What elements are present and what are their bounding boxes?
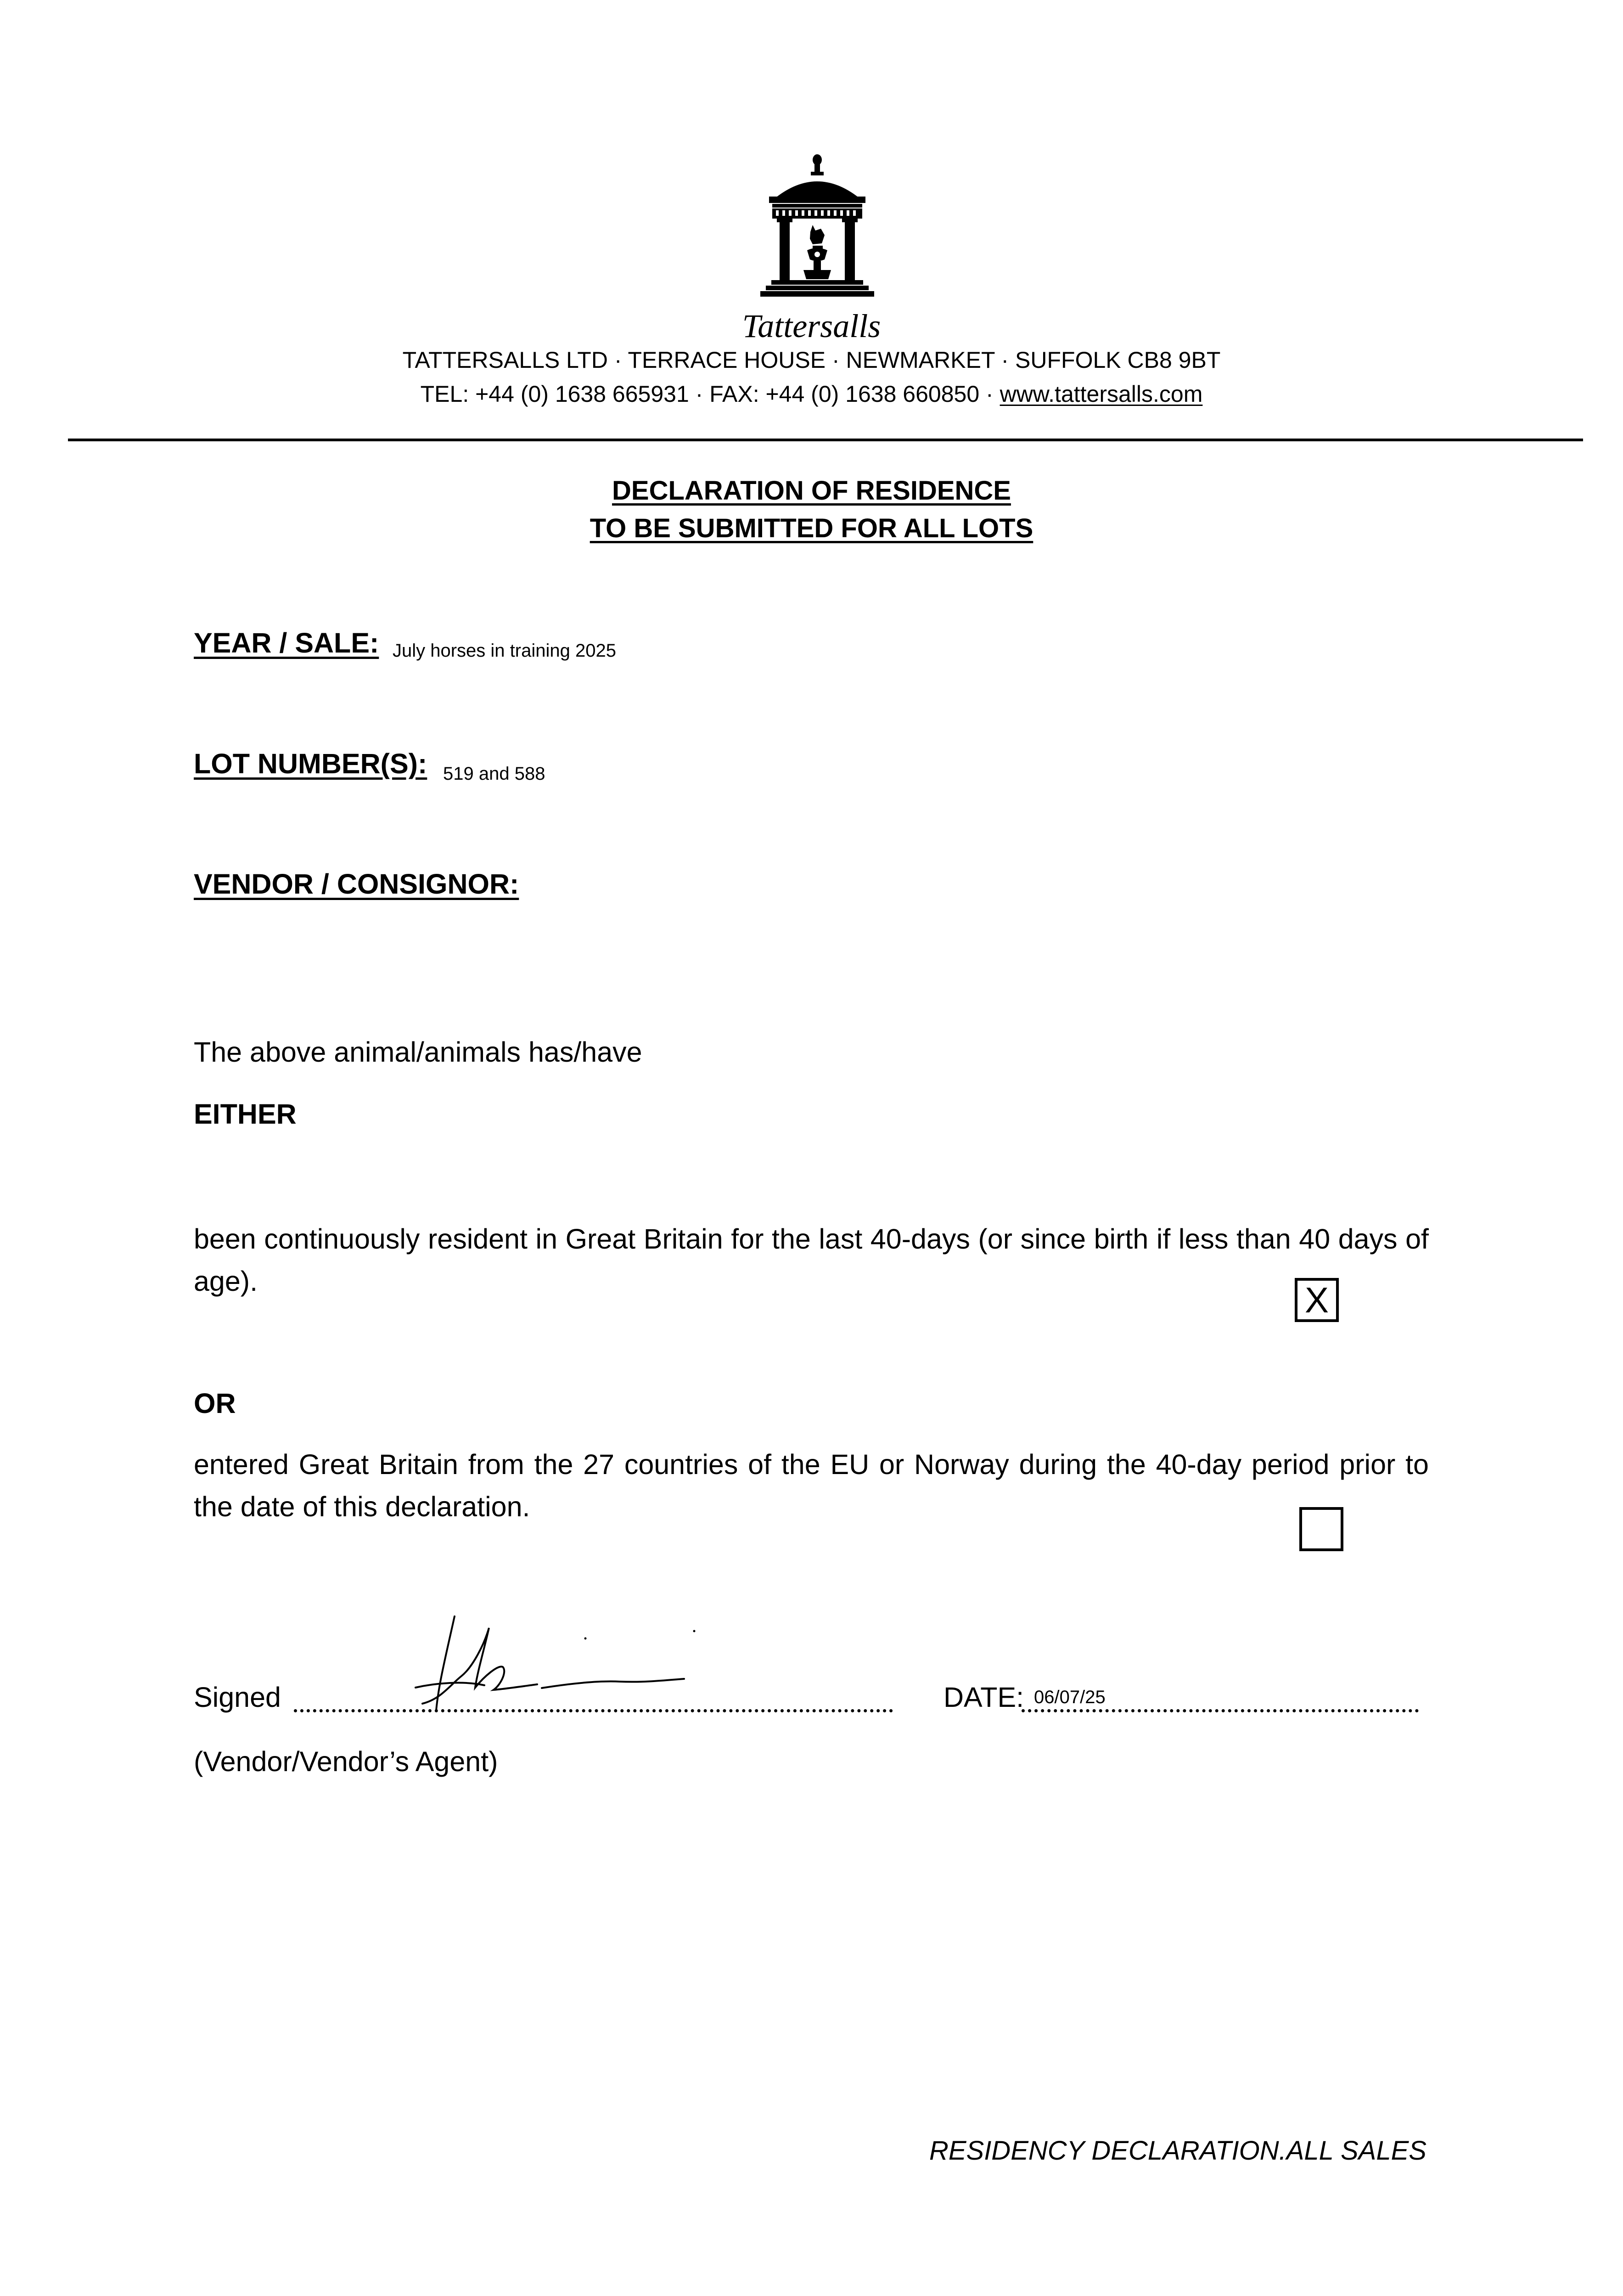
lot-numbers-value[interactable]: 519 and 588	[443, 764, 545, 784]
document-title-line1: DECLARATION OF RESIDENCE	[612, 476, 1011, 506]
website-link[interactable]: www.tattersalls.com	[1000, 381, 1203, 407]
option1-checkbox[interactable]	[1295, 1278, 1339, 1322]
company-name: Tattersalls	[742, 308, 881, 344]
vendor-consignor-label: VENDOR / CONSIGNOR:	[194, 868, 519, 900]
declaration-intro: The above animal/animals has/have	[194, 1036, 642, 1068]
year-sale-value[interactable]: July horses in training 2025	[393, 641, 616, 661]
vendor-agent-label: (Vendor/Vendor’s Agent)	[194, 1746, 498, 1777]
signed-label: Signed	[194, 1682, 281, 1713]
company-address: TATTERSALLS LTD · TERRACE HOUSE · NEWMARKET · SUFFOLK CB8 9BT	[402, 347, 1221, 373]
document-title-line2: TO BE SUBMITTED FOR ALL LOTS	[590, 513, 1033, 543]
handwritten-signature	[404, 1607, 707, 1717]
either-label: EITHER	[194, 1098, 297, 1130]
year-sale-label: YEAR / SALE:	[194, 627, 379, 658]
date-value[interactable]: 06/07/25	[1034, 1687, 1106, 1707]
tattersalls-logo-icon	[744, 152, 891, 303]
date-label: DATE:	[943, 1682, 1024, 1713]
header-divider	[68, 439, 1583, 441]
option2-checkbox[interactable]	[1299, 1507, 1343, 1551]
or-label: OR	[194, 1388, 236, 1419]
date-line[interactable]	[1022, 1709, 1419, 1712]
footer-text: RESIDENCY DECLARATION.ALL SALES	[929, 2136, 1426, 2166]
lot-numbers-label: LOT NUMBER(S):	[194, 748, 427, 779]
checkbox-x-mark: X	[1304, 1280, 1329, 1320]
company-contact	[0, 379, 1623, 409]
option2-text: entered Great Britain from the 27 countries of the EU or Norway during the 40-day period prior to the date of this declaration.	[194, 1449, 1429, 1522]
contact-numbers: TEL: +44 (0) 1638 665931 · FAX: +44 (0) 1638 660850 ·	[420, 381, 1000, 407]
option1-text: been continuously resident in Great Britain for the last 40-days (or since birth if less than 40 days of age).	[194, 1223, 1429, 1297]
